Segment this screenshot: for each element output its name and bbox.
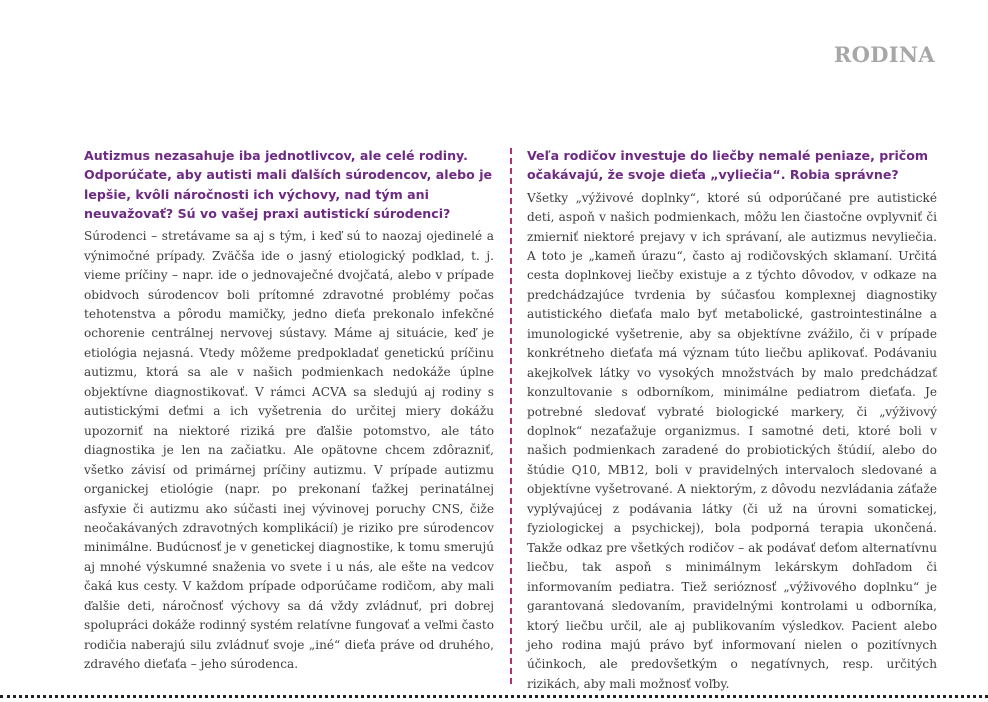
section-title: RODINA xyxy=(833,42,935,67)
right-column xyxy=(527,146,937,694)
answer-paragraph: Súrodenci – stretávame sa aj s tým, i keď sú to naozaj ojedinelé a výnimočné prípady. Zväčša ide o jasný etiologický podklad, t. j. vieme príčiny – napr. ide o jednovaječné dvojčatá, alebo v prípade obidvoch súrodencov boli prítomné zdravotné problémy počas tehotenstva a pôrodu mamičky, jedno dieťa prekonalo infekčné ochorenie centrálnej nervovej sústavy. Máme aj situácie, keď je etiológia nejasná. Vtedy môžeme predpokladať genetickú príčinu autizmu, ktorá sa ale v našich podmienkach nedokáže úplne objektívne diagnostikovať. V rámci ACVA sa sledujú aj rodiny s autistickými deťmi a ich vyšetrenia do určitej miery dokážu upozorniť na niektoré riziká pre ďalšie potomstvo, ale táto diagnostika je len na začiatku. Ale opätovne chcem zdôrazniť, všetko závisí od primárnej príčiny autizmu. V prípade autizmu organickej etiológie (napr. po prekonaní ťažkej perinatálnej asfyxie či autizmu ako súčasti inej vývinovej poruchy CNS, čiže neočakávaných zdravotných komplikácií) je riziko pre súrodencov minimálne. Budúcnosť je v genetickej diagnostike, k tomu smerujú aj mnohé výskumné snaženia vo svete i u nás, ale ešte na vedcov čaká kus cesty. V každom prípade odporúčame rodičom, aby mali ďalšie deti, náročnosť výchovy sa dá vždy zvládnuť, pri dobrej spolupráci dokáže rodinný systém relatívne fungovať a veľmi často rodičia naberajú silu zvládnuť svoje „iné“ dieťa práve od druhého, zdravého dieťaťa – jeho súrodenca. xyxy=(84,229,494,672)
bottom-dotted-rule xyxy=(0,695,988,698)
question-heading: Autizmus nezasahuje iba jednotlivcov, ale celé rodiny. Odporúčate, aby autisti mali ďalších súrodencov, alebo je lepšie, kvôli náročnosti ich výchovy, nad tým ani neuvažovať? Sú vo vašej praxi autistickí súrodenci? xyxy=(84,148,493,221)
answer-paragraph: Všetky „výživové doplnky“, ktoré sú odporúčané pre autistické deti, aspoň v našich podmienkach, môžu len čiastočne ovplyvniť či zmierniť niektoré prejavy v ich správaní, ale autizmus nevyliečia. A toto je „kameň úrazu“, často aj rodičovských sklamaní. Určitá cesta doplnkovej liečby existuje a z týchto dôvodov, v odkaze na predchádzajúce tvrdenia by súčasťou komplexnej diagnostiky autistického dieťaťa malo byť metabolické, gastrointestinálne a imunologické vyšetrenie, aby sa objektívne zvážilo, či v prípade konkrétneho dieťaťa má význam túto liečbu aplikovať. Podávaniu akejkoľvek látky vo vysokých množstvách by malo predchádzať konzultovanie s odborníkom, minimálne pediatrom dieťaťa. Je potrebné sledovať vybraté biologické markery, či „výživový doplnok“ nezaťažuje organizmus. I samotné deti, ktoré boli v našich podmienkach zaradené do probiotických štúdií, alebo do štúdie Q10, MB12, boli v pravidelných intervaloch sledované a objektívne vyšetrované. A niektorým, z dôvodu nezvládania záťaže vyplývajúcej z podávania látky (či už na úrovni somatickej, fyziologickej a psychickej), bola podporná terapia ukončená. Takže odkaz pre všetkých rodičov – ak podávať deťom alternatívnu liečbu, tak aspoň s minimálnym lekárskym dohľadom či informovaním pediatra. Tiež serióznosť „výživového doplnku“ je garantovaná sledovaním, pravidelnými kontrolami u odborníka, ktorý liečbu určil, ale aj publikovaním výsledkov. Pacient alebo jeho rodina majú právo byť informovaní nielen o pozitívnych účinkoch, ale predovšetkým o negatívnych, resp. určitých rizikách, aby mali možnosť voľby. xyxy=(527,190,937,691)
left-column xyxy=(84,146,494,675)
column-divider xyxy=(510,148,512,684)
question-heading: Veľa rodičov investuje do liečby nemalé peniaze, pričom očakávajú, že svoje dieťa „vyliečia“. Robia správne? xyxy=(527,148,929,183)
